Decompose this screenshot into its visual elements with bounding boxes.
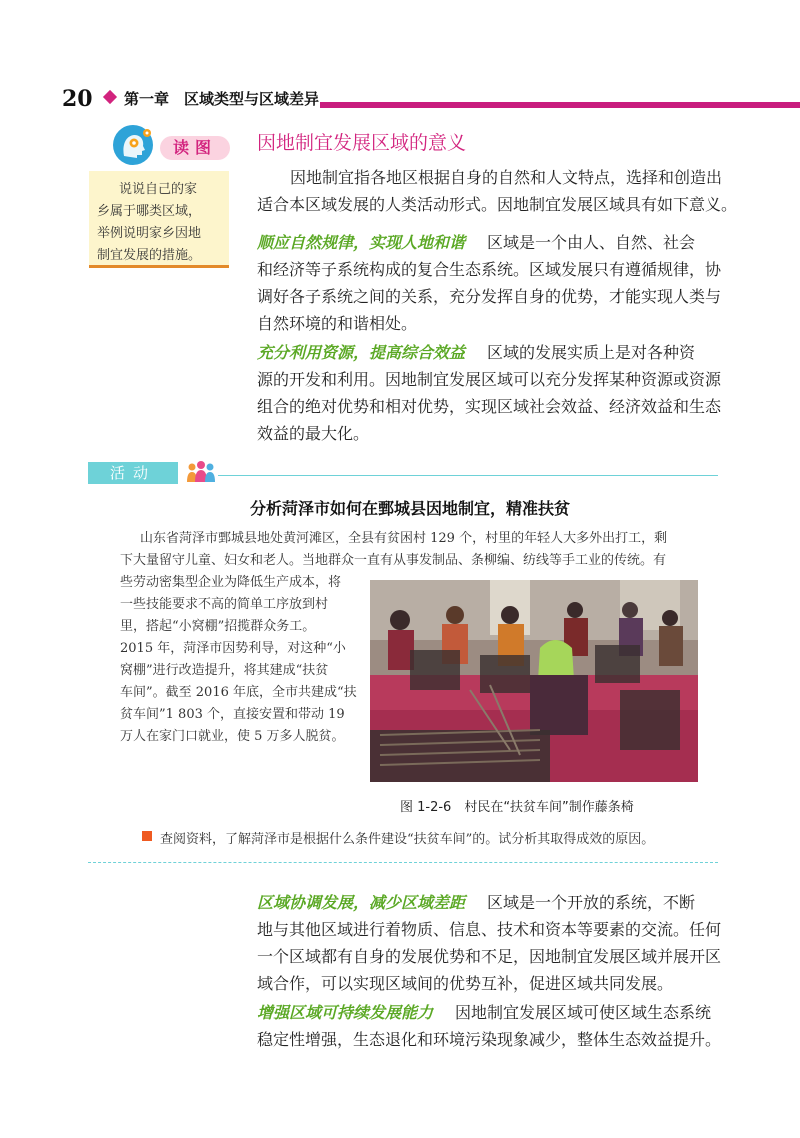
activity-rule (218, 475, 718, 476)
point-first-line (257, 895, 695, 911)
point-line: 自然环境的和谐相处。 (257, 314, 418, 333)
chapter-title: 区域类型与区域差异 (184, 90, 320, 108)
intro-line: 适合本区域发展的人类活动形式。因地制宜发展区域具有如下意义。 (257, 195, 738, 214)
point-line: 源的开发和利用。因地制宜发展区域可以充分发挥某种资源或资源 (257, 370, 722, 389)
point-text: 因地制宜发展区域可使区域生态系统 (455, 1003, 712, 1022)
activity-text-line: 万人在家门口就业，使 5 万多人脱贫。 (120, 729, 345, 744)
intro-line: 因地制宜指各地区根据自身的自然和人文特点，选择和创造出 (290, 168, 723, 187)
activity-text-line: 一些技能要求不高的简单工序放到村 (120, 597, 329, 612)
keyword: 充分利用资源，提高综合效益 (257, 343, 466, 362)
photo-caption: 图 1-2-6 村民在“扶贫车间”制作藤条椅 (400, 800, 634, 815)
point-line: 域合作，可以实现区域间的优势互补，促进区域共同发展。 (257, 974, 674, 993)
point-first-line (257, 1005, 711, 1021)
point-line: 调好各子系统之间的关系，充分发挥自身的优势，才能实现人类与 (257, 287, 722, 306)
activity-text-line: 里，搭起“小窝棚”招揽群众务工。 (120, 619, 316, 634)
read-map-text: 读图 (172, 138, 217, 157)
keyword: 区域协调发展，减少区域差距 (257, 893, 466, 912)
activity-text-line: 车间”。截至 2016 年底，全市共建成“扶 (120, 685, 357, 700)
people-group-icon (186, 460, 216, 486)
point-line: 地与其他区域进行着物质、信息、技术和资本等要素的交流。任何 (257, 920, 722, 939)
activity-text-line: 下大量留守儿童、妇女和老人。当地群众一直有从事发制品、条柳编、纺线等手工业的传统。有 (120, 553, 667, 568)
activity-label-text: 活动 (109, 464, 156, 482)
note-line: 制宜发展的措施。 (97, 248, 202, 263)
point-text: 区域的发展实质上是对各种资 (487, 343, 696, 362)
point-text: 区域是一个由人、自然、社会 (487, 233, 696, 252)
point-line: 组合的绝对优势和相对优势，实现区域社会效益、经济效益和生态 (257, 397, 722, 416)
point-line: 和经济等子系统构成的复合生态系统。区域发展只有遵循规律，协 (257, 260, 722, 279)
activity-label (88, 462, 178, 484)
read-map-note (89, 171, 229, 268)
section-heading: 因地制宜发展区域的意义 (257, 132, 467, 154)
point-first-line (257, 235, 695, 251)
activity-text-line: 2015 年，菏泽市因势利导，对这种“小 (120, 641, 346, 656)
note-line: 乡属于哪类区域， (97, 204, 202, 219)
keyword: 顺应自然规律，实现人地和谐 (257, 233, 466, 252)
workshop-photo (370, 580, 698, 782)
point-line: 稳定性增强，生态退化和环境污染现象减少，整体生态效益提升。 (257, 1030, 722, 1049)
keyword: 增强区域可持续发展能力 (257, 1003, 434, 1022)
activity-text-line: 些劳动密集型企业为降低生产成本，将 (120, 575, 342, 590)
activity-text-line: 窝棚”进行改造提升，将其建成“扶贫 (120, 663, 329, 678)
activity-end-rule (88, 862, 718, 863)
point-text: 区域是一个开放的系统，不断 (487, 893, 696, 912)
chapter-number: 第一章 (124, 90, 170, 108)
point-first-line (257, 345, 695, 361)
activity-text-line: 贫车间”1 803 个，直接安置和带动 19 (120, 707, 345, 722)
head-gears-icon (112, 124, 154, 166)
activity-text-line: 山东省菏泽市鄄城县地处黄河滩区，全县有贫困村 129 个，村里的年轻人大多外出打工，剩 (140, 531, 668, 546)
activity-title: 分析菏泽市如何在鄄城县因地制宜，精准扶贫 (250, 499, 571, 518)
read-map-label (160, 136, 230, 160)
note-line: 举例说明家乡因地 (97, 226, 202, 241)
header-rule (320, 102, 800, 108)
orange-square-bullet-icon (142, 831, 152, 841)
page-number: 20 (62, 86, 93, 112)
note-line: 说说自己的家 (119, 182, 198, 197)
point-line: 效益的最大化。 (257, 424, 370, 443)
point-line: 一个区域都有自身的发展优势和不足，因地制宜发展区域并展开区 (257, 947, 722, 966)
activity-question: 查阅资料，了解菏泽市是根据什么条件建设“扶贫车间”的。试分析其取得成效的原因。 (160, 832, 655, 847)
diamond-bullet-icon (103, 90, 117, 104)
